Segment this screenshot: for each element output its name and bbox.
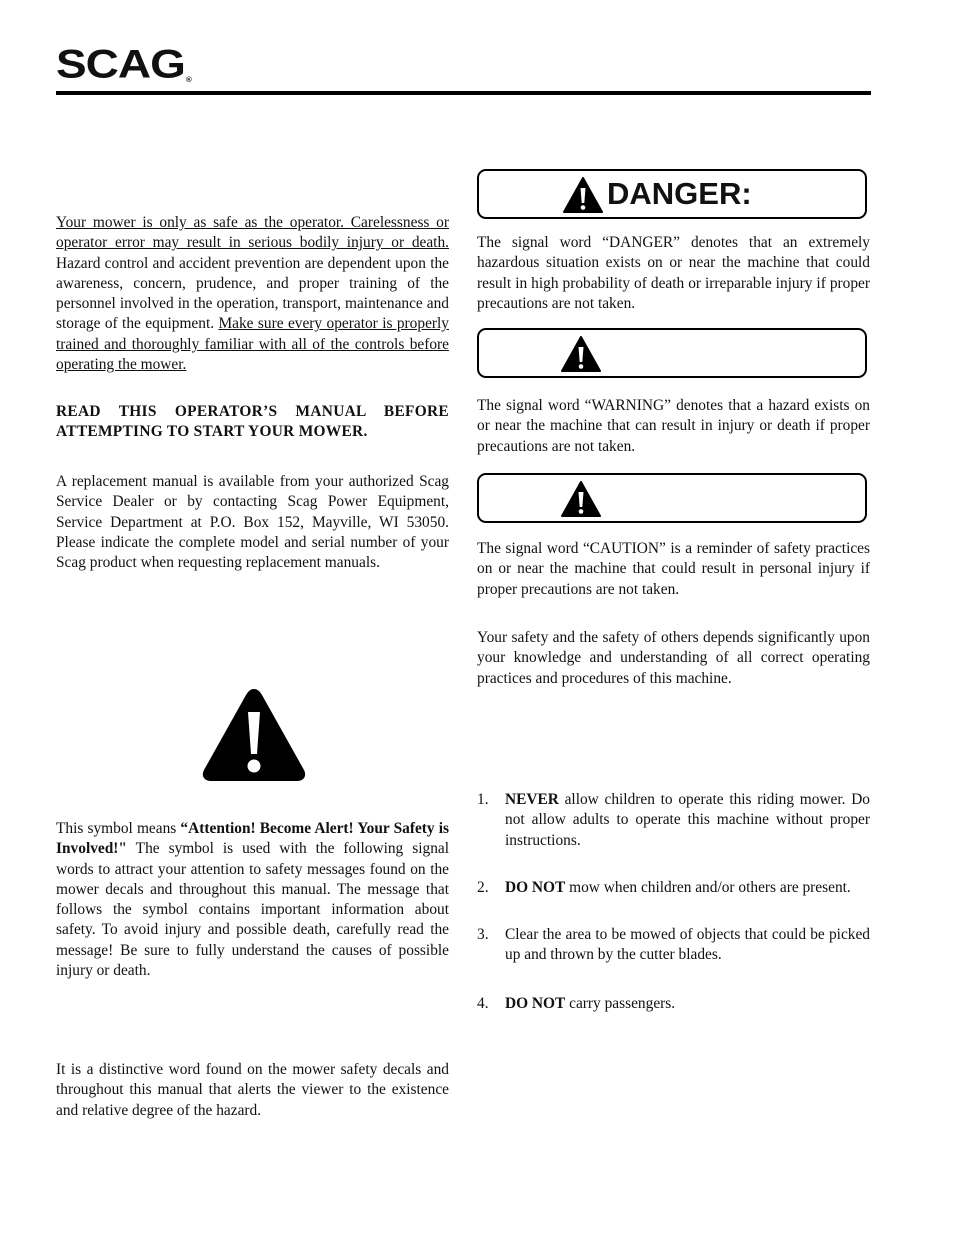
registered-mark: ® xyxy=(185,75,191,84)
danger-alert-icon xyxy=(563,177,603,213)
danger-box xyxy=(477,169,867,219)
signal-word-text: It is a distinctive word found on the mower safety decals and throughout this manual that alerts the viewer to the existence and relative degree of the hazard. xyxy=(56,1061,449,1119)
list-text: Clear the area to be mowed of objects that could be picked up and thrown by the cutter blades. xyxy=(505,926,870,964)
list-text: carry passengers. xyxy=(565,994,676,1012)
caution-box xyxy=(477,473,867,523)
safety-rules-list xyxy=(477,790,870,1014)
warning-box xyxy=(477,328,867,378)
list-bold: DO NOT xyxy=(505,878,566,896)
list-item xyxy=(477,878,870,898)
read-manual-text: READ THIS OPERATOR’S MANUAL BEFORE ATTEMPTING TO START YOUR MOWER. xyxy=(56,403,449,441)
warning-text: The signal word “WARNING” denotes that a hazard exists on or near the machine that can result in injury or death if proper precautions are not taken. xyxy=(477,397,870,455)
caution-paragraph xyxy=(477,539,870,600)
list-number: 2. xyxy=(477,878,489,896)
caution-alert-icon xyxy=(561,481,601,517)
safety-alert-icon xyxy=(200,686,308,783)
read-manual-notice xyxy=(56,402,449,443)
symbol-paragraph xyxy=(56,819,449,981)
replacement-paragraph xyxy=(56,472,449,573)
scag-logo xyxy=(56,41,191,87)
list-number: 4. xyxy=(477,994,489,1012)
list-number: 3. xyxy=(477,926,489,944)
list-bold: NEVER xyxy=(505,791,559,808)
intro-underlined-2: Make sure every operator is properly trained and thoroughly familiar with all of the controls before operating the mower. xyxy=(56,315,449,374)
list-bold: DO NOT xyxy=(505,994,566,1012)
brand-name: SCAG xyxy=(56,41,185,87)
danger-text: The signal word “DANGER” denotes that an extremely hazardous situation exists on or near the machine that could result in high probability of death or irreparable injury if proper precautions are not taken. xyxy=(477,234,870,312)
safety-text: Your safety and the safety of others depends significantly upon your knowledge and understanding of all correct operating practices and procedures of this machine. xyxy=(477,629,870,687)
symbol-lead: This symbol means xyxy=(56,820,181,837)
intro-underlined-1: Your mower is only as safe as the operator. Carelessness or operator error may result in serious bodily injury or death. xyxy=(56,214,449,252)
caution-text: The signal word “CAUTION” is a reminder of safety practices on or near the machine that could result in personal injury if proper precautions are not taken. xyxy=(477,540,870,598)
symbol-rest: The symbol is used with the following signal words to attract your attention to safety messages found on the mower decals and throughout this manual. The message that follows the symbol contains important information about safety. To avoid injury and possible death, carefully read the message! Be sure to fully understand the causes of possible injury or death. xyxy=(56,840,449,980)
warning-alert-icon xyxy=(561,336,601,372)
replacement-text: A replacement manual is available from your authorized Scag Service Dealer or by contacting Scag Power Equipment, Service Department at P.O. Box 152, Mayville, WI 53050. Please indicate the complete model and serial number of your Scag product when requesting replacement manuals. xyxy=(56,473,449,572)
list-text: mow when children and/or others are present. xyxy=(565,878,851,896)
list-item xyxy=(477,994,870,1014)
intro-plain: Hazard control and accident prevention are dependent upon the awareness, concern, prudence, and proper training of the personnel involved in the operation, transport, maintenance and storage of the equipment. xyxy=(56,254,449,333)
list-item xyxy=(477,925,870,966)
list-item xyxy=(477,790,870,851)
list-text: allow children to operate this riding mower. Do not allow adults to operate this machine without proper instructions. xyxy=(505,791,870,849)
safety-paragraph xyxy=(477,628,870,689)
list-number: 1. xyxy=(477,791,489,808)
symbol-bold: “Attention! Become Alert! Your Safety is Involved!" xyxy=(56,820,450,858)
signal-word-paragraph xyxy=(56,1060,449,1121)
danger-label: DANGER: xyxy=(607,176,752,211)
intro-paragraph xyxy=(56,213,449,375)
warning-paragraph xyxy=(477,396,870,457)
header-rule xyxy=(56,91,871,95)
danger-paragraph xyxy=(477,233,870,314)
